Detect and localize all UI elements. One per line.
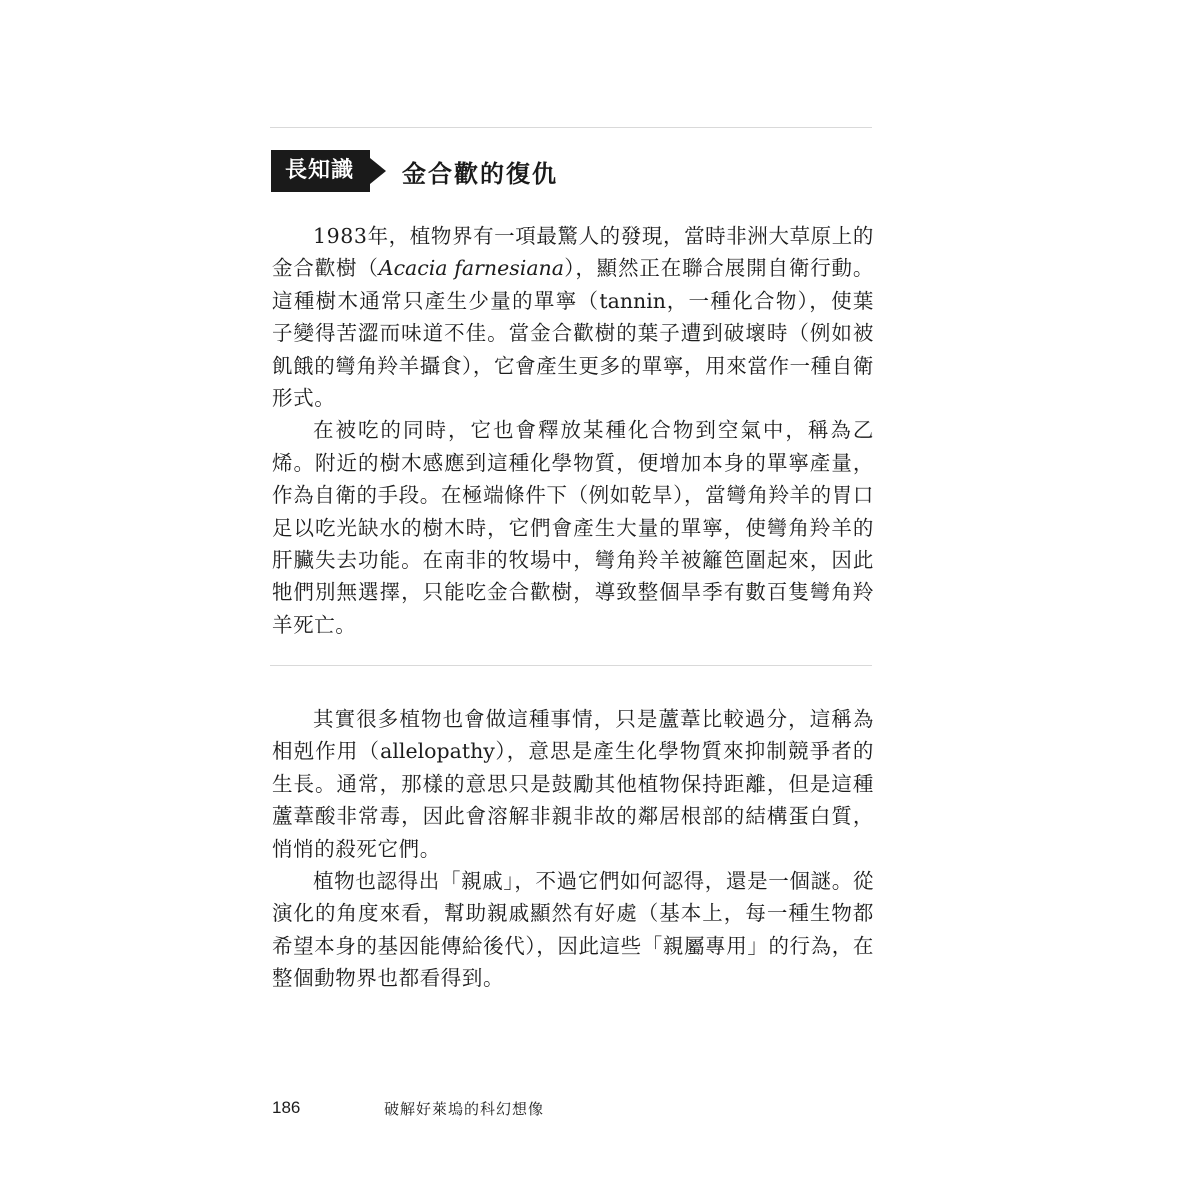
tag-arrow-icon (370, 158, 386, 184)
paragraph (272, 414, 874, 641)
latin-term: allelopathy (380, 739, 495, 764)
text-run: 其實很多植物也會做這種事情，只是蘆葦比較過分，這稱為相剋作用（ (272, 707, 874, 764)
text-run: ），顯然正在聯合展開自衛行動。這種樹木通常只產生少量的單寧（ (272, 256, 875, 313)
paragraph (272, 703, 874, 865)
sidebar-header (271, 150, 558, 192)
running-title: 破解好萊塢的科幻想像 (384, 1100, 545, 1118)
sidebar-top-rule (270, 127, 872, 128)
latin-term: tannin (599, 288, 666, 313)
text-run: 在被吃的同時，它也會釋放某種化合物到空氣中，稱為乙烯。附近的樹木感應到這種化學物質，便增加本身的單寧產量，作為自衛的手段。在極端條件下（例如乾旱），當彎角羚羊的胃口足以吃光缺水的樹木時，它們會產生大量的單寧，使彎角羚羊的肝臟失去功能。在南非的牧場中，彎角羚羊被籬笆圍起來，因此牠們別無選擇，只能吃金合歡樹，導致整個旱季有數百隻彎角羚羊死亡。 (272, 418, 874, 637)
sidebar-title: 金合歡的復仇 (402, 159, 559, 188)
main-body (272, 703, 874, 995)
paragraph (272, 865, 874, 995)
sidebar-body (272, 220, 874, 641)
sidebar-bottom-rule (270, 665, 872, 666)
text-run: ），意思是產生化學物質來抑制競爭者的生長。通常，那樣的意思只是鼓勵其他植物保持距離，但是這種蘆葦酸非常毒，因此會溶解非親非故的鄰居根部的結構蛋白質，悄悄的殺死它們。 (272, 739, 874, 861)
text-run: 植物也認得出「親戚」，不過它們如何認得，還是一個謎。從演化的角度來看，幫助親戚顯然有好處（基本上，每一種生物都希望本身的基因能傳給後代），因此這些「親屬專用」的行為，在整個動物界也都看得到。 (272, 869, 874, 991)
page-number: 186 (272, 1098, 301, 1117)
sidebar-tag-label: 長知識 (271, 150, 370, 192)
paragraph (272, 220, 874, 414)
italic-term: Acacia farnesiana (378, 256, 564, 281)
text-run: 1983年，植物界有一項最驚人的發現，當時非洲大草原上的金合歡樹（ (272, 224, 874, 281)
text-run: ，一種化合物），使葉子變得苦澀而味道不佳。當金合歡樹的葉子遭到破壞時（例如被飢餓的彎角羚羊攝食），它會產生更多的單寧，用來當作一種自衛形式。 (272, 288, 874, 411)
